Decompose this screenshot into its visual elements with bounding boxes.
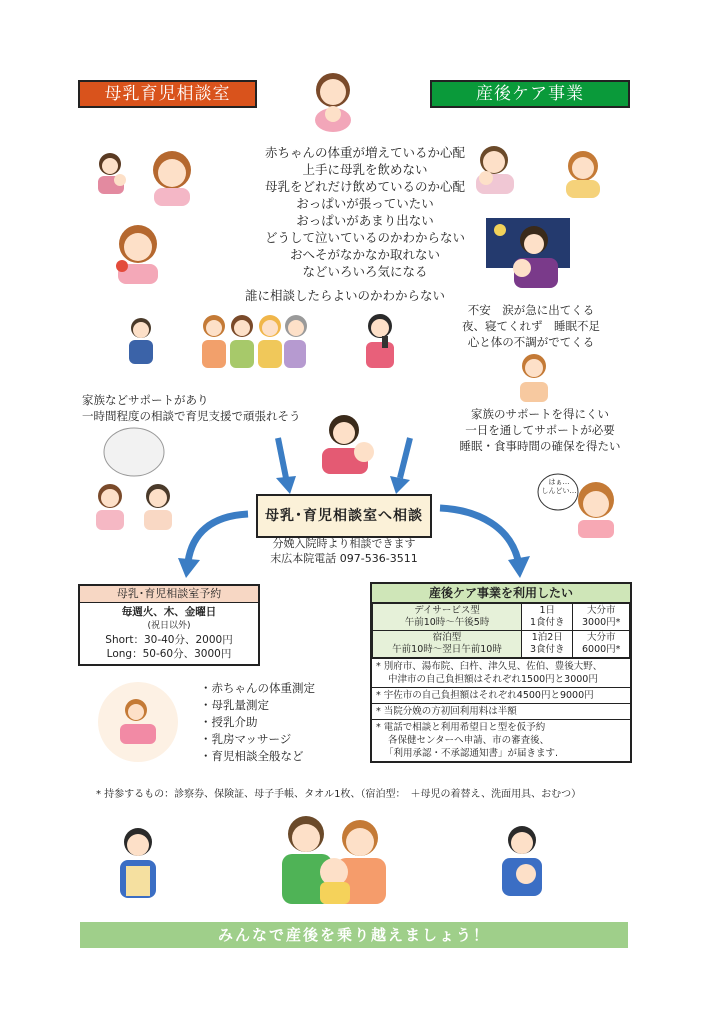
consult-center-info <box>256 536 432 566</box>
reservation-short: Short：30-40分、2000円 <box>105 634 233 646</box>
concern-item: どうして泣いているのかわからない <box>264 230 465 245</box>
menu-item: ・育児相談全般など <box>200 749 304 763</box>
postpartum-care-heading: 産後ケア事業を利用したい <box>372 584 630 603</box>
plan-time: 午前10時～翌日午前10時 <box>392 644 502 655</box>
note-item: * 電話で相談と利用希望日と型を仮予約 各保健センターへ申請、市の審査後、 「利用承認・不承認通知書」が届きます. <box>372 719 630 761</box>
note-item: * 宇佐市の自己負担額はそれぞれ4500円と9000円 <box>372 687 630 703</box>
arrow-down-right <box>400 438 410 478</box>
items-to-bring: * 持参するもの：診察券、保険証、母子手帳、タオル1枚、（宿泊型： ＋母児の着替え、洗面用具、おむつ） <box>96 789 582 800</box>
concern-item: おっぱいがあまり出ない <box>296 213 434 228</box>
reservation-days: 毎週火、木、金曜日 <box>121 606 217 618</box>
concern-item: おへそがなかなか取れない <box>289 247 440 262</box>
plan-meals: 1食付き <box>529 617 565 628</box>
plan-fee: 6000円* <box>582 644 621 655</box>
plan-meals: 3食付き <box>529 644 565 655</box>
service-menu <box>200 680 315 765</box>
right-support-item: 家族のサポートを得にくい <box>471 407 609 421</box>
consultation-room-title: 母乳育児相談室 <box>78 80 257 108</box>
right-concern-item: 心と体の不調がでてくる <box>467 335 595 349</box>
table-row <box>373 604 630 631</box>
arrow-down-left <box>278 438 286 478</box>
postpartum-care-title: 産後ケア事業 <box>430 80 630 108</box>
left-support-item: 一時間程度の相談で育児支援で頑張れそう <box>82 409 301 423</box>
menu-item: ・乳房マッサージ <box>200 732 292 746</box>
arrow-curve-left <box>188 514 248 562</box>
concern-item: などいろいろ気になる <box>302 264 428 279</box>
note-item: * 当院分娩の方初回利用料は半額 <box>372 703 630 719</box>
menu-item: ・授乳介助 <box>200 715 258 729</box>
concern-item: 上手に母乳を飲めない <box>302 162 428 177</box>
arrow-down-left-head <box>276 476 296 494</box>
right-support-item: 一日を通してサポートが必要 <box>465 423 615 437</box>
care-notes <box>372 658 630 761</box>
arrow-curve-left-head <box>178 558 200 578</box>
concern-item: おっぱいが張っていたい <box>296 196 434 211</box>
footer-banner: みんなで産後を乗り越えましょう！ <box>80 922 628 948</box>
care-plan-table <box>372 603 630 658</box>
reservation-box <box>78 584 260 666</box>
plan-duration: 1泊2日 <box>531 632 563 643</box>
right-concern-item: 不安 涙が急に出てくる <box>467 303 595 317</box>
speech-bubble-text: はぁ… しんどい… <box>541 478 577 495</box>
reservation-title: 母乳･育児相談室予約 <box>80 586 258 603</box>
reservation-long: Long：50-60分、3000円 <box>106 648 232 660</box>
table-row <box>373 631 630 658</box>
reservation-days-note: (祝日以外) <box>147 621 191 631</box>
postpartum-care-box <box>370 582 632 763</box>
plan-type: 宿泊型 <box>432 632 462 643</box>
consult-phone[interactable]: 末広本院電話 097-536-3511 <box>270 552 418 565</box>
concern-item: 母乳をどれだけ飲めているのか心配 <box>264 179 465 194</box>
arrow-curve-right <box>440 508 518 560</box>
consult-center-box: 母乳･育児相談室へ相談 <box>256 494 432 538</box>
concern-item: 赤ちゃんの体重が増えているか心配 <box>264 145 465 160</box>
arrow-curve-right-head <box>508 556 530 578</box>
left-support-item: 家族などサポートがあり <box>82 393 209 407</box>
who-to-ask-text: 誰に相談したらよいのかわからない <box>244 288 445 303</box>
plan-duration: 1日 <box>539 605 556 616</box>
menu-item: ・赤ちゃんの体重測定 <box>200 681 315 695</box>
menu-item: ・母乳量測定 <box>200 698 269 712</box>
plan-fee: 3000円* <box>582 617 621 628</box>
plan-city: 大分市 <box>586 605 616 616</box>
right-concern-item: 夜、寝てくれず 睡眠不足 <box>462 319 600 333</box>
plan-city: 大分市 <box>586 632 616 643</box>
plan-type: デイサービス型 <box>414 605 480 616</box>
consult-info-line: 分娩入院時より相談できます <box>272 537 416 550</box>
right-support-item: 睡眠・食事時間の確保を得たい <box>459 439 621 453</box>
note-item: * 別府市、湯布院、臼杵、津久見、佐伯、豊後大野、 中津市の自己負担額はそれぞれ1500円と3000円 <box>372 658 630 687</box>
plan-time: 午前10時～午後5時 <box>404 617 490 628</box>
arrow-down-right-head <box>390 476 410 494</box>
